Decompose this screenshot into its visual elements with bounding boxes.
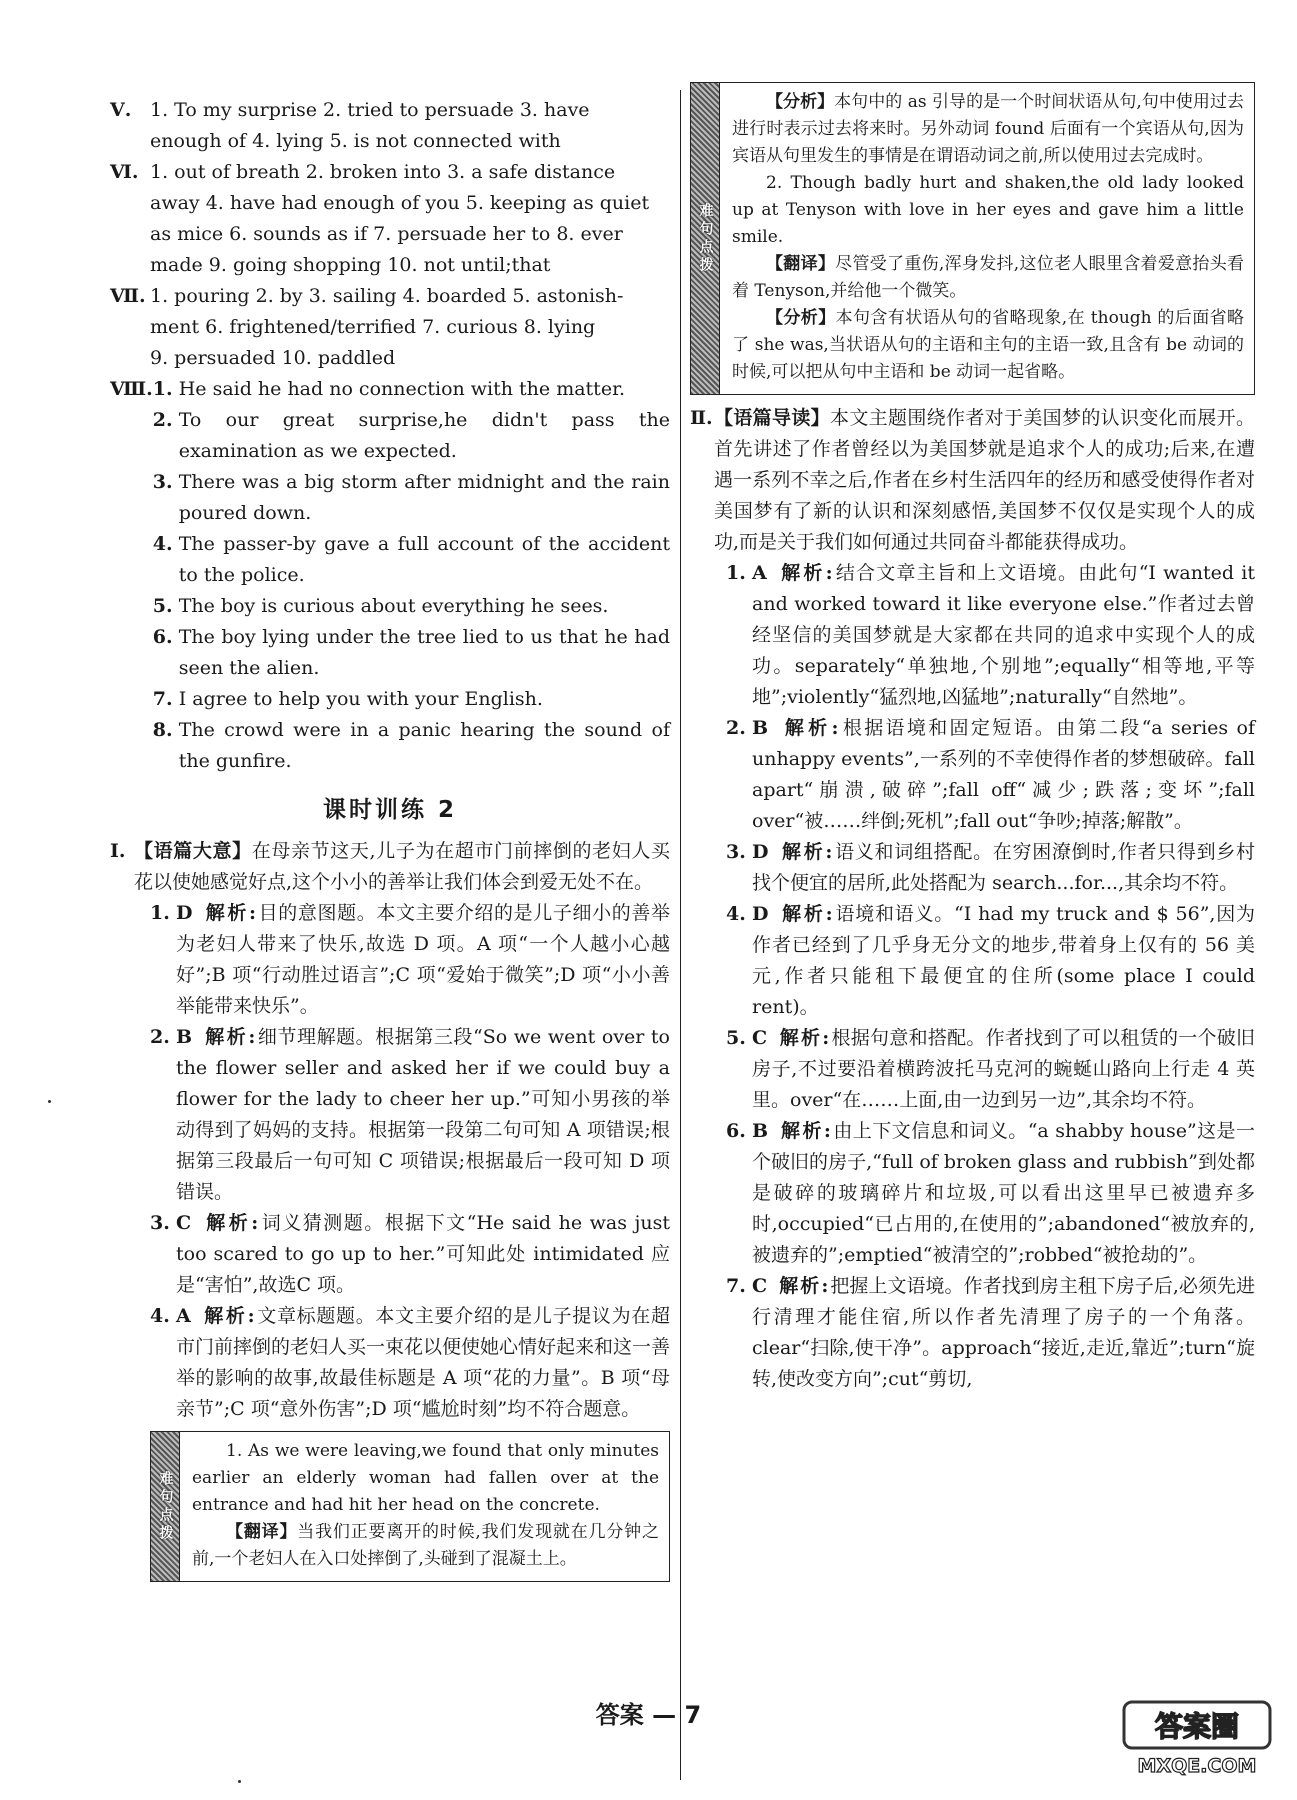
- answer-item: 4. A 解析:文章标题题。本文主要介绍的是儿子提议为在超市门前摔倒的老妇人买一束花以便使她心情好起来和这一善举的影响的故事,故最佳标题是 A 项“花的力量”。B 项“母亲节”;C 项“意外伤害”;D 项“尴尬时刻”均不符合题意。: [150, 1305, 671, 1420]
- section-6: [110, 157, 670, 281]
- analysis-label: 解析:: [781, 841, 835, 863]
- right-column: [690, 82, 1255, 1395]
- analysis-text: 文章标题题。本文主要介绍的是儿子提议为在超市门前摔倒的老妇人买一束花以便使她心情好起来和这一善举的影响的故事,故最佳标题是 A 项“花的力量”。B 项“母亲节”;C 项“意外伤害”;D 项“尴尬时刻”均不符合题意。: [176, 1305, 671, 1420]
- part-1-intro: [110, 836, 670, 898]
- roman-numeral: Ⅱ.: [690, 407, 713, 429]
- answer-item: 1. A 解析:结合文章主旨和上文语境。由此句“I wanted it and worked toward it like everyone else.”作者过去曾经坚信的美国梦就是大家都在共同的追求中实现个人的成功。separately“单独地,个别地”;equally“相等地,平等地”;violently“猛烈地,凶猛地”;naturally“自然地”。: [726, 562, 1255, 708]
- tag-label: 【语篇导读】: [714, 407, 830, 429]
- analysis-label: 解析:: [779, 1275, 831, 1297]
- translation-item: 7. I agree to help you with your English.: [152, 688, 543, 710]
- tag-label: 【分析】: [766, 92, 835, 112]
- translation-item: 4. The passer-by gave a full account of the accident to the police.: [152, 533, 670, 586]
- answer-item: 3. C 解析:词义猜测题。根据下文“He said he was just too scared to go up to her.”可知此处 intimidated 应是“害怕”,故选C 项。: [150, 1212, 670, 1296]
- text-line: away 4. have had enough of you 5. keeping as quiet: [150, 192, 650, 214]
- section-title: 课时训练 2: [322, 797, 457, 823]
- analysis-text: 根据语境和固定短语。由第二段“a series of unhappy events”,一系列的不幸使得作者的梦想破碎。fall apart“崩溃,破碎”;fall off“减少;跌落;变坏”;fall over“被……绊倒;死机”;fall out“争吵;掉落;解散”。: [752, 717, 1256, 832]
- section-5: [110, 95, 670, 157]
- note-analysis: 本句含有状语从句的省略现象,在 though 的后面省略了 she was,当状语从句的主语和主句的主语一致,且含有 be 动词的时候,可以把从句中主语和 be 动词一起省略。: [732, 308, 1245, 382]
- translation-item: 3. There was a big storm after midnight and the rain poured down.: [152, 471, 670, 524]
- answer-letter: B: [752, 1120, 769, 1142]
- section-7: [110, 281, 670, 374]
- text-line: as mice 6. sounds as if 7. persuade her to 8. ever: [150, 223, 623, 245]
- answer-letter: B: [176, 1026, 193, 1048]
- analysis-label: 解析:: [779, 1027, 832, 1049]
- intro-text: 在母亲节这天,儿子为在超市门前摔倒的老妇人买花以使她感觉好点,这个小小的善举让我们体会到爱无处不在。: [134, 840, 670, 893]
- analysis-text: 语境和语义。“I had my truck and $ 56”,因为作者已经到了几乎身无分文的地步,带着身上仅有的 56 美元,作者只能租下最便宜的住所(some place I could rent)。: [752, 903, 1255, 1018]
- analysis-label: 解析:: [206, 1212, 261, 1234]
- translation-item: 1. He said he had no connection with the matter.: [152, 378, 626, 400]
- answer-letter: C: [752, 1275, 768, 1297]
- note-translation: 尽管受了重伤,浑身发抖,这位老人眼里含着爱意抬头看着 Tenyson,并给他一个微笑。: [732, 254, 1244, 301]
- roman-numeral: Ⅷ.: [110, 378, 153, 400]
- watermark-icon: [1122, 1700, 1272, 1780]
- translation-item: 2. To our great surprise,he didn't pass the examination as we expected.: [152, 409, 670, 462]
- analysis-text: 细节理解题。根据第三段“So we went over to the flower seller and asked her if we could buy a flower for the lady to cheer her up.”可知小男孩的举动得到了妈妈的支持。根据第一段第二句可知 A 项错误;根据第三段最后一句可知 C 项错误;根据最后一段可知 D 项错误。: [176, 1026, 670, 1203]
- answer-item: 2. B 解析:细节理解题。根据第三段“So we went over to the flower seller and asked her if we could buy a flower for the lady to cheer her up.”可知小男孩的举动得到了妈妈的支持。根据第一段第二句可知 A 项错误;根据第三段最后一句可知 C 项错误;根据最后一段可知 D 项错误。: [150, 1026, 670, 1203]
- analysis-label: 解析:: [205, 902, 259, 924]
- column-divider: [680, 90, 681, 1780]
- answer-item: 2. B 解析:根据语境和固定短语。由第二段“a series of unhappy events”,一系列的不幸使得作者的梦想破碎。fall apart“崩溃,破碎”;fall off“减少;跌落;变坏”;fall over“被……绊倒;死机”;fall out“争吵;掉落;解散”。: [726, 717, 1256, 832]
- difficult-sentence-box: [690, 82, 1255, 395]
- answer-item: 5. C 解析:根据句意和搭配。作者找到了可以租赁的一个破旧房子,不过要沿着横跨波托马克河的蜿蜒山路向上行走 4 英里。over“在……上面,由一边到另一边”,其余均不符。: [726, 1027, 1255, 1111]
- note-side-label: 难句点拨: [151, 1432, 180, 1581]
- text-line: 1. out of breath 2. broken into 3. a safe distance: [150, 161, 616, 183]
- stray-mark: [48, 1100, 51, 1103]
- answer-item: 1. D 解析:目的意图题。本文主要介绍的是儿子细小的善举为老妇人带来了快乐,故选 D 项。A 项“一个人越小心越好”;B 项“行动胜过语言”;C 项“爱始于微笑”;D 项“小小善举能带来快乐”。: [150, 902, 670, 1017]
- note-sentence: 1. As we were leaving,we found that only minutes earlier an elderly woman had fallen over at the entrance and had hit her head on the concrete.: [192, 1441, 659, 1515]
- site-watermark-logo: [1122, 1700, 1272, 1780]
- roman-numeral: Ⅴ.: [110, 99, 132, 121]
- analysis-label: 解析:: [204, 1305, 257, 1327]
- part-2-intro: [690, 403, 1255, 558]
- note-sentence: 2. Though badly hurt and shaken,the old lady looked up at Tenyson with love in her eyes and gave him a little smile.: [732, 173, 1244, 247]
- page-footer: 答案 — 7: [595, 1701, 702, 1729]
- translation-item: 6. The boy lying under the tree lied to us that he had seen the alien.: [152, 626, 670, 679]
- analysis-text: 语义和词组搭配。在穷困潦倒时,作者只得到乡村找个便宜的居所,此处搭配为 search...for...,其余均不符。: [752, 841, 1255, 894]
- answer-letter: B: [752, 717, 769, 739]
- analysis-label: 解析:: [782, 903, 835, 925]
- answer-item: 3. D 解析:语义和词组搭配。在穷困潦倒时,作者只得到乡村找个便宜的居所,此处搭配为 search...for...,其余均不符。: [726, 841, 1255, 894]
- watermark-top-text: 答案圈: [1154, 1710, 1240, 1743]
- roman-numeral: Ⅶ.: [110, 285, 146, 307]
- text-line: 9. persuaded 10. paddled: [150, 347, 396, 369]
- answer-letter: D: [752, 903, 769, 925]
- text-line: 1. To my surprise 2. tried to persuade 3. have: [150, 99, 590, 121]
- analysis-text: 根据句意和搭配。作者找到了可以租赁的一个破旧房子,不过要沿着横跨波托马克河的蜿蜒山路向上行走 4 英里。over“在……上面,由一边到另一边”,其余均不符。: [752, 1027, 1255, 1111]
- difficult-sentence-box: [150, 1431, 670, 1582]
- note-analysis: 本句中的 as 引导的是一个时间状语从句,句中使用过去进行时表示过去将来时。另外动词 found 后面有一个宾语从句,因为宾语从句里发生的事情是在谓语动词之前,所以使用过去完成时。: [732, 92, 1245, 166]
- left-column: [110, 95, 670, 1582]
- tag-label: 【翻译】: [766, 254, 836, 274]
- translation-item: 8. The crowd were in a panic hearing the sound of the gunfire.: [152, 719, 670, 772]
- tag-label: 【分析】: [766, 308, 836, 328]
- answer-letter: C: [176, 1212, 192, 1234]
- answer-letter: D: [176, 902, 193, 924]
- section-8: [110, 374, 670, 777]
- text-line: 1. pouring 2. by 3. sailing 4. boarded 5. astonish-: [150, 285, 624, 307]
- analysis-text: 由上下文信息和词义。“a shabby house”这是一个破旧的房子,“full of broken glass and rubbish”到处都是破碎的玻璃碎片和垃圾,可以看出这里早已被遗弃多时,occupied“已占用的,在使用的”;abandoned“被放弃的,被遗弃的”;emptied“被清空的”;robbed“被抢劫的”。: [752, 1120, 1255, 1266]
- note-side-label: 难句点拨: [691, 83, 720, 394]
- text-line: enough of 4. lying 5. is not connected with: [150, 130, 561, 152]
- answer-letter: A: [752, 562, 767, 584]
- text-line: ment 6. frightened/terrified 7. curious 8. lying: [150, 316, 596, 338]
- analysis-text: 目的意图题。本文主要介绍的是儿子细小的善举为老妇人带来了快乐,故选 D 项。A 项“一个人越小心越好”;B 项“行动胜过语言”;C 项“爱始于微笑”;D 项“小小善举能带来快乐”。: [176, 902, 670, 1017]
- answer-letter: D: [752, 841, 769, 863]
- tag-label: 【语篇大意】: [134, 840, 252, 862]
- intro-text: 本文主题围绕作者对于美国梦的认识变化而展开。首先讲述了作者曾经以为美国梦就是追求个人的成功;后来,在遭遇一系列不幸之后,作者在乡村生活四年的经历和感受使得作者对美国梦有了新的认识和深刻感悟,美国梦不仅仅是实现个人的成功,而是关于我们如何通过共同奋斗都能获得成功。: [714, 407, 1255, 553]
- answer-item: 4. D 解析:语境和语义。“I had my truck and $ 56”,因为作者已经到了几乎身无分文的地步,带着身上仅有的 56 美元,作者只能租下最便宜的住所(some place I could rent)。: [726, 903, 1255, 1018]
- analysis-label: 解析:: [781, 562, 835, 584]
- translation-item: 5. The boy is curious about everything he sees.: [152, 595, 609, 617]
- note-translation: 当我们正要离开的时候,我们发现就在几分钟之前,一个老妇人在入口处摔倒了,头碰到了混凝土上。: [192, 1522, 659, 1569]
- roman-numeral: Ⅰ.: [110, 840, 126, 862]
- analysis-text: 词义猜测题。根据下文“He said he was just too scared to go up to her.”可知此处 intimidated 应是“害怕”,故选C 项。: [176, 1212, 670, 1296]
- analysis-text: 结合文章主旨和上文语境。由此句“I wanted it and worked toward it like everyone else.”作者过去曾经坚信的美国梦就是大家都在共同的追求中实现个人的成功。separately“单独地,个别地”;equally“相等地,平等地”;violently“猛烈地,凶猛地”;naturally“自然地”。: [752, 562, 1255, 708]
- answer-item: 7. C 解析:把握上文语境。作者找到房主租下房子后,必须先进行清理才能住宿,所以作者先清理了房子的一个角落。clear“扫除,使干净”。approach“接近,走近,靠近”;turn“旋转,使改变方向”;cut“剪切,: [726, 1275, 1255, 1390]
- text-line: made 9. going shopping 10. not until;that: [150, 254, 551, 276]
- answer-item: 6. B 解析:由上下文信息和词义。“a shabby house”这是一个破旧的房子,“full of broken glass and rubbish”到处都是破碎的玻璃碎片和垃圾,可以看出这里早已被遗弃多时,occupied“已占用的,在使用的”;abandoned“被放弃的,被遗弃的”;emptied“被清空的”;robbed“被抢劫的”。: [726, 1120, 1255, 1266]
- roman-numeral: Ⅵ.: [110, 161, 139, 183]
- stray-mark: [238, 1780, 241, 1783]
- analysis-label: 解析:: [205, 1026, 258, 1048]
- answer-letter: C: [752, 1027, 768, 1049]
- analysis-label: 解析:: [784, 717, 841, 739]
- analysis-text: 把握上文语境。作者找到房主租下房子后,必须先进行清理才能住宿,所以作者先清理了房子的一个角落。clear“扫除,使干净”。approach“接近,走近,靠近”;turn“旋转,使改变方向”;cut“剪切,: [752, 1275, 1255, 1390]
- tag-label: 【翻译】: [226, 1522, 298, 1542]
- analysis-label: 解析:: [781, 1120, 833, 1142]
- watermark-bottom-text: MXQE.COM: [1137, 1755, 1257, 1777]
- answer-letter: A: [176, 1305, 191, 1327]
